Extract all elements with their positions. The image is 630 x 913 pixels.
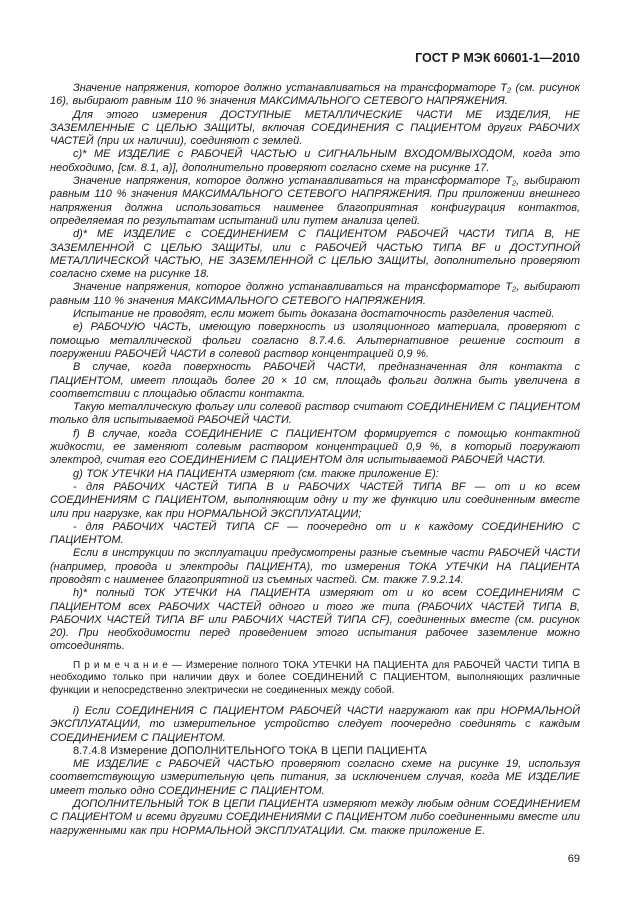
paragraph: В случае, когда поверхность РАБОЧЕЙ ЧАСТИ, предназначенная для контакта с ПАЦИЕНТОМ, имеет площадь более 20 × 10 см, площадь фольги должна быть увеличена в соответствии с площадью области контакта. — [50, 361, 580, 400]
clause-heading: 8.7.4.8 Измерение ДОПОЛНИТЕЛЬНОГО ТОКА В ЦЕПИ ПАЦИЕНТА — [73, 744, 427, 757]
paragraph: Для этого измерения ДОСТУПНЫЕ МЕТАЛЛИЧЕСКИЕ ЧАСТИ МЕ ИЗДЕЛИЯ, НЕ ЗАЗЕМЛЕННЫЕ С ЦЕЛЬЮ ЗАЩИТЫ, включая СОЕДИНЕНИЯ С ПАЦИЕНТОМ других РАБОЧИХ ЧАСТЕЙ (при их наличии), соединяют с землей. — [50, 108, 580, 148]
paragraph: Значение напряжения, которое должно устанавливаться на трансформаторе Т₂, выбирают равным 110 % значения МАКСИМАЛЬНОГО СЕТЕВОГО НАПРЯЖЕНИЯ. — [50, 281, 580, 307]
list-item-h: h)* полный ТОК УТЕЧКИ НА ПАЦИЕНТА измеряют от и ко всем СОЕДИНЕНИЯМ С ПАЦИЕНТОМ всех РАБОЧИХ ЧАСТЕЙ одного и того же типа (РАБОЧИХ ЧАСТЕЙ ТИПА B, РАБОЧИХ ЧАСТЕЙ ТИПА BF или РАБОЧИХ ЧАСТЕЙ ТИПА CF), соединенных вместе (см. рисунок 20). При необходимости перед проведением этого испытания рабочее заземление можно отсоединять. — [50, 587, 580, 653]
dash-item: - для РАБОЧИХ ЧАСТЕЙ ТИПА CF — поочередно от и к каждому СОЕДИНЕНИЮ С ПАЦИЕНТОМ. — [50, 520, 580, 547]
note-paragraph: П р и м е ч а н и е — Измерение полного ТОКА УТЕЧКИ НА ПАЦИЕНТА для РАБОЧЕЙ ЧАСТИ ТИПА B необходимо только при наличии двух и более СОЕДИНЕНИЙ С ПАЦИЕНТОМ, выполняющих различные функции и непосредственно электрически не соединенных между собой. — [50, 659, 580, 696]
paragraph: Значение напряжения, которое должно устанавливаться на трансформаторе Т₂ (см. рисунок 16), выбирают равным 110 % значения МАКСИМАЛЬНОГО СЕТЕВОГО НАПРЯЖЕНИЯ. — [50, 82, 580, 108]
paragraph: Такую металлическую фольгу или солевой раствор считают СОЕДИНЕНИЕМ С ПАЦИЕНТОМ только для испытываемой РАБОЧЕЙ ЧАСТИ. — [50, 401, 580, 427]
list-item-f: f) В случае, когда СОЕДИНЕНИЕ С ПАЦИЕНТОМ формируется с помощью контактной жидкости, ее заменяют солевым раствором концентрацией 0,9 %, в который погружают электрод, считая его СОЕДИНЕНИЕМ С ПАЦИЕНТОМ для испытываемой РАБОЧЕЙ ЧАСТИ. — [50, 427, 580, 467]
page-number: 69 — [567, 852, 580, 865]
paragraph: Значение напряжения, которое должно устанавливаться на трансформаторе Т₂, выбирают равным 110 % значения МАКСИМАЛЬНОГО СЕТЕВОГО НАПРЯЖЕНИЯ. При приложении внешнего напряжения должна использоваться наименее благоприятная конфигурация контактов, определяемая по результатам испытаний или путем анализа цепей. — [50, 175, 580, 227]
list-item-c: c)* МЕ ИЗДЕЛИЕ с РАБОЧЕЙ ЧАСТЬЮ и СИГНАЛЬНЫМ ВХОДОМ/ВЫХОДОМ, когда это необходимо, [см. 8.1, a)], дополнительно проверяют согласно схеме на рисунке 17. — [50, 148, 580, 174]
paragraph: Испытание не проводят, если может быть доказана достаточность разделения частей. — [73, 308, 555, 321]
dash-item: - для РАБОЧИХ ЧАСТЕЙ ТИПА B и РАБОЧИХ ЧАСТЕЙ ТИПА BF — от и ко всем СОЕДИНЕНИЯМ С ПАЦИЕНТОМ, выполняющим одну и ту же функцию или соединенным вместе или при нагрузке, как при НОРМАЛЬНОЙ ЭКСПЛУАТАЦИИ; — [50, 480, 580, 520]
list-item-g: g) ТОК УТЕЧКИ НА ПАЦИЕНТА измеряют (см. также приложение Е): — [73, 467, 439, 480]
document-header-title: ГОСТ Р МЭК 60601-1—2010 — [415, 51, 580, 65]
document-body — [50, 82, 580, 838]
list-item-i: i) Если СОЕДИНЕНИЯ С ПАЦИЕНТОМ РАБОЧЕЙ ЧАСТИ нагружают как при НОРМАЛЬНОЙ ЭКСПЛУАТАЦИИ, то измерительное устройство следует поочередно соединять с каждым СОЕДИНЕНИЕМ С ПАЦИЕНТОМ. — [50, 704, 580, 744]
paragraph: Если в инструкции по эксплуатации предусмотрены разные съемные части РАБОЧЕЙ ЧАСТИ (например, провода и электроды ПАЦИЕНТА), то измерения ТОКА УТЕЧКИ НА ПАЦИЕНТА проводят с наименее благоприятной из съемных частей. См. также 7.9.2.14. — [50, 547, 580, 586]
list-item-d: d)* МЕ ИЗДЕЛИЕ с СОЕДИНЕНИЕМ С ПАЦИЕНТОМ РАБОЧЕЙ ЧАСТИ ТИПА B, НЕ ЗАЗЕМЛЕННОЙ С ЦЕЛЬЮ ЗАЩИТЫ, или с РАБОЧЕЙ ЧАСТЬЮ ТИПА BF и ДОСТУПНОЙ МЕТАЛЛИЧЕСКОЙ ЧАСТЬЮ, НЕ ЗАЗЕМЛЕННОЙ С ЦЕЛЬЮ ЗАЩИТЫ, дополнительно проверяют согласно схеме на рисунке 18. — [50, 228, 580, 281]
list-item-e: e) РАБОЧУЮ ЧАСТЬ, имеющую поверхность из изоляционного материала, проверяют с помощью металлической фольги согласно 8.7.4.6. Альтернативное решение состоит в погружении РАБОЧЕЙ ЧАСТИ в солевой раствор концентрацией 0,9 %. — [50, 321, 580, 360]
paragraph: МЕ ИЗДЕЛИЕ с РАБОЧЕЙ ЧАСТЬЮ проверяют согласно схеме на рисунке 19, используя соответствующую измерительную цепь питания, за исключением случая, когда МЕ ИЗДЕЛИЕ имеет только одно СОЕДИНЕНИЕ С ПАЦИЕНТОМ. — [50, 758, 580, 797]
paragraph: ДОПОЛНИТЕЛЬНЫЙ ТОК В ЦЕПИ ПАЦИЕНТА измеряют между любым одним СОЕДИНЕНИЕМ С ПАЦИЕНТОМ и всеми другими СОЕДИНЕНИЯМИ С ПАЦИЕНТОМ либо соединенными вместе или нагруженными как при НОРМАЛЬНОЙ ЭКСПЛУАТАЦИИ. См. также приложение Е. — [50, 798, 580, 837]
